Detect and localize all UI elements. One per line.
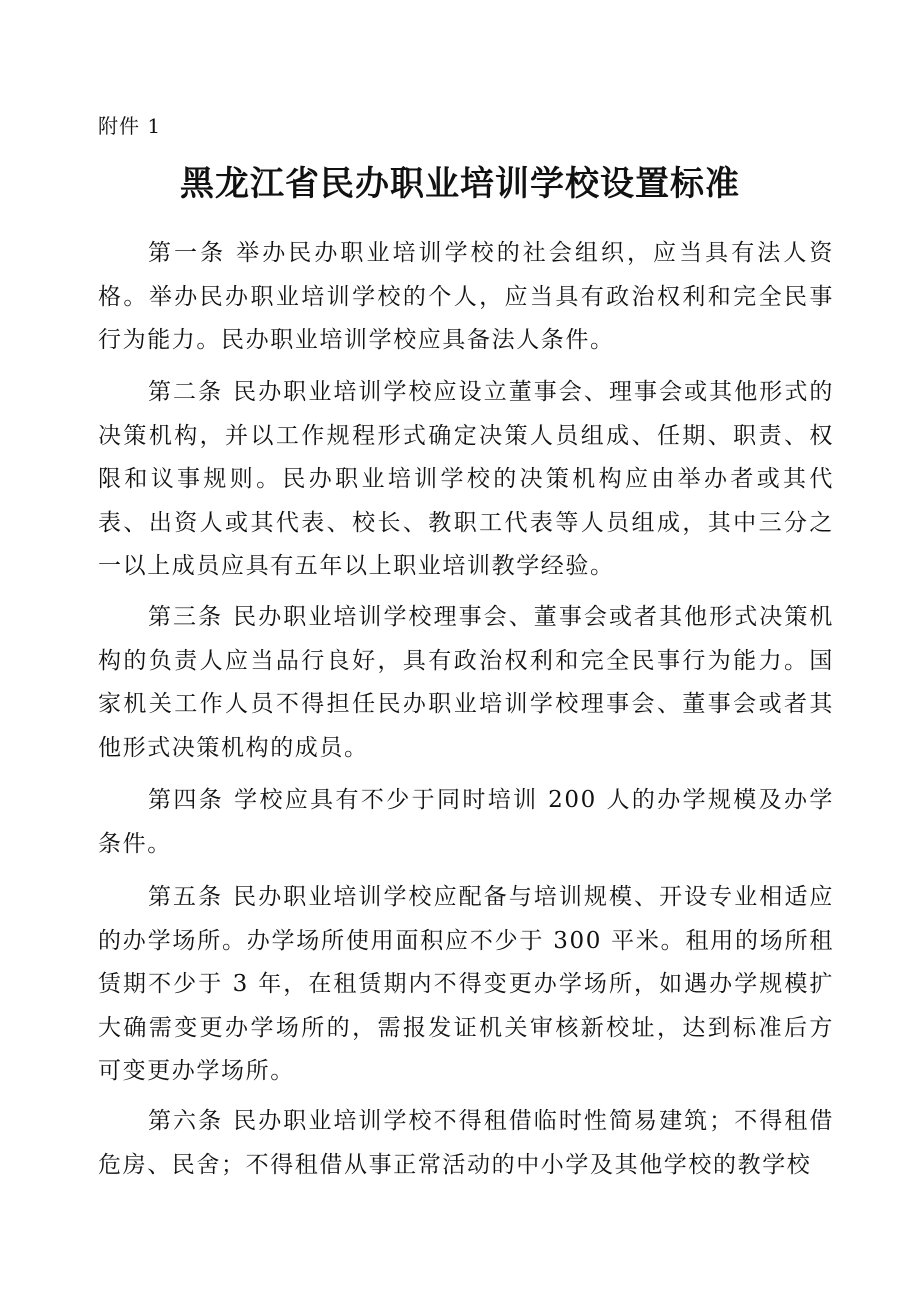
article-label: 第二条 xyxy=(148,379,224,405)
article-2 xyxy=(98,371,834,589)
article-label: 第五条 xyxy=(148,884,224,910)
article-label: 第三条 xyxy=(148,604,224,630)
article-text: 民办职业培训学校应设立董事会、理事会或其他形式的决策机构，并以工作规程形式确定决策人员组成、任期、职责、权限和议事规则。民办职业培训学校的决策机构应由举办者或其代表、出资人或其代表、校长、教职工代表等人员组成，其中三分之一以上成员应具有五年以上职业培训教学经验。 xyxy=(98,379,834,579)
article-text: 民办职业培训学校理事会、董事会或者其他形式决策机构的负责人应当品行良好，具有政治权利和完全民事行为能力。国家机关工作人员不得担任民办职业培训学校理事会、董事会或者其他形式决策机构的成员。 xyxy=(98,604,834,761)
article-label: 第六条 xyxy=(148,1108,224,1134)
attachment-label: 附件 1 xyxy=(98,114,162,138)
article-4 xyxy=(98,779,834,866)
document-title: 黑龙江省民办职业培训学校设置标准 xyxy=(180,164,740,204)
article-text: 民办职业培训学校应配备与培训规模、开设专业相适应的办学场所。办学场所使用面积应不少于 300 平米。租用的场所租赁期不少于 3 年，在租赁期内不得变更办学场所，如遇办学规模扩大确需变更办学场所的，需报发证机关审核新校址，达到标准后方可变更办学场所。 xyxy=(98,884,834,1084)
article-1 xyxy=(98,232,834,363)
article-text: 举办民办职业培训学校的社会组织，应当具有法人资格。举办民办职业培训学校的个人，应当具有政治权利和完全民事行为能力。民办职业培训学校应具备法人条件。 xyxy=(98,240,834,353)
article-text: 民办职业培训学校不得租借临时性简易建筑；不得租借危房、民舍；不得租借从事正常活动的中小学及其他学校的教学校 xyxy=(98,1108,834,1178)
article-5 xyxy=(98,876,834,1094)
article-3 xyxy=(98,596,834,770)
article-label: 第一条 xyxy=(148,240,227,266)
article-label: 第四条 xyxy=(148,787,225,813)
article-6 xyxy=(98,1100,834,1187)
article-text: 学校应具有不少于同时培训 200 人的办学规模及办学条件。 xyxy=(98,787,834,857)
